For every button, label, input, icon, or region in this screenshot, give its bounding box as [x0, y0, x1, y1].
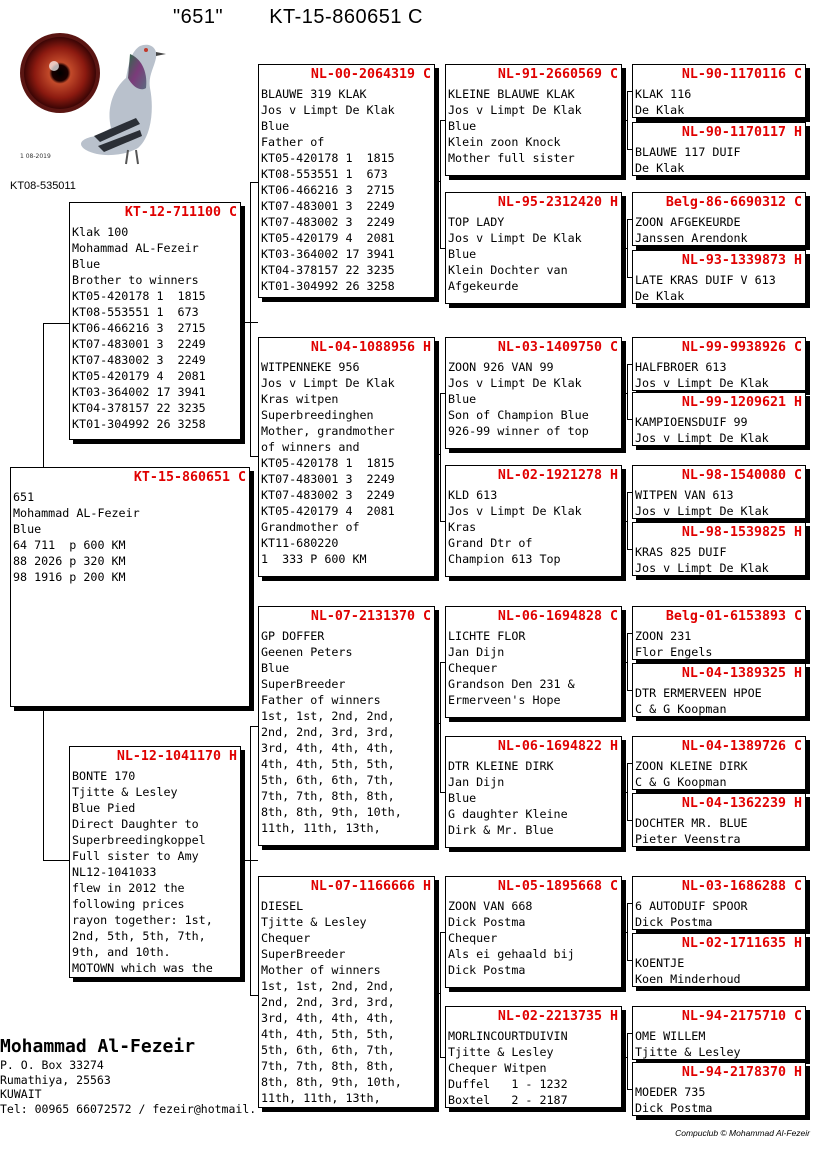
pigeon-name: MOEDER 735 [635, 1085, 706, 1099]
connector-line [440, 393, 441, 521]
pigeon-detail-line: Dirk & Mr. Blue [448, 823, 554, 837]
pigeon-detail-line: Kras witpen [261, 392, 339, 406]
pigeon-detail-line: Mother of winners [261, 963, 381, 977]
pigeon-detail-line: KT06-466216 3 2715 [261, 183, 395, 197]
pigeon-detail-line: 1st, 1st, 2nd, 2nd, [261, 709, 395, 723]
connector-line [440, 662, 441, 792]
pigeon-detail-line: Boxtel 2 - 2187 [448, 1093, 568, 1107]
owner-block [0, 1036, 256, 1116]
pigeon-detail-line: Grand Dtr of [448, 536, 533, 550]
connector-line [43, 323, 44, 468]
connector-line [250, 182, 258, 183]
photo-caption: KT08-535011 [10, 180, 76, 192]
pigeon-name: BLAUWE 319 KLAK [261, 87, 367, 101]
pigeon-detail-line: Mohammad AL-Fezeir [72, 241, 199, 255]
pigeon-detail-line: Tjitte & Lesley [448, 1045, 554, 1059]
grandparent-card[interactable] [258, 876, 435, 1108]
pigeon-detail-line: Duffel 1 - 1232 [448, 1077, 568, 1091]
pigeon-detail-line: KT05-420179 4 2081 [72, 369, 206, 383]
great-great-grandparent-card[interactable] [632, 465, 806, 519]
pigeon-detail-line: Father of winners [261, 693, 381, 707]
pigeon-name: KRAS 825 DUIF [635, 545, 727, 559]
pigeon-detail-line: 98 1916 p 200 KM [13, 570, 126, 584]
ring-number: NL-04-1088956 H [310, 340, 431, 355]
pigeon-detail-line: 1 333 P 600 KM [261, 552, 367, 566]
pigeon-detail-line: 64 711 p 600 KM [13, 538, 126, 552]
pigeon-detail-line: 7th, 7th, 8th, 8th, [261, 1059, 395, 1073]
ring-number: NL-02-1921278 H [497, 468, 618, 483]
ring-number: NL-98-1540080 C [681, 468, 802, 483]
connector-line [43, 323, 70, 324]
pigeon-detail-line: De Klak [635, 103, 685, 117]
pigeon-detail-line: Grandmother of [261, 520, 360, 534]
connector-line [440, 932, 441, 1057]
ring-number: NL-99-1209621 H [681, 395, 802, 410]
pigeon-detail-line: Grandson Den 231 & [448, 677, 575, 691]
pigeon-detail-line: KT03-364002 17 3941 [72, 385, 206, 399]
pigeon-detail-line: Blue [448, 247, 477, 261]
great-grandparent-card[interactable] [445, 465, 622, 577]
connector-line [43, 706, 44, 861]
ring-number: NL-99-9938926 C [681, 340, 802, 355]
pigeon-name: DOCHTER MR. BLUE [635, 816, 748, 830]
pigeon-detail-line: Blue [448, 791, 477, 805]
pigeon-ring: KT-15-860651 C [269, 6, 423, 28]
great-great-grandparent-card[interactable] [632, 1006, 806, 1060]
pigeon-detail-line: 926-99 winner of top [448, 424, 589, 438]
pigeon-detail-line: Jos v Limpt De Klak [448, 504, 582, 518]
pigeon-detail-line: 2nd, 2nd, 3rd, 3rd, [261, 995, 395, 1009]
great-great-grandparent-card[interactable] [632, 876, 806, 930]
pigeon-detail-line: 1st, 1st, 2nd, 2nd, [261, 979, 395, 993]
pigeon-detail-line: 3rd, 4th, 4th, 4th, [261, 1011, 395, 1025]
ring-number: NL-95-2312420 H [497, 195, 618, 210]
great-great-grandparent-card[interactable] [632, 392, 806, 446]
pigeon-detail-line: KT07-483002 3 2249 [261, 488, 395, 502]
pigeon-detail-line: 2nd, 2nd, 3rd, 3rd, [261, 725, 395, 739]
pigeon-detail-line: 5th, 6th, 6th, 7th, [261, 1043, 395, 1057]
ring-number: NL-06-1694822 H [497, 739, 618, 754]
pigeon-detail-line: KT07-483001 3 2249 [72, 337, 206, 351]
ring-number: NL-93-1339873 H [681, 253, 802, 268]
pigeon-detail-line: Jan Dijn [448, 645, 505, 659]
pigeon-detail-line: Father of [261, 135, 325, 149]
pigeon-detail-line: Jos v Limpt De Klak [635, 376, 769, 390]
pigeon-detail-line: KT01-304992 26 3258 [72, 417, 206, 431]
ring-number: Belg-86-6690312 C [665, 195, 802, 210]
pigeon-detail-line: 8th, 8th, 9th, 10th, [261, 805, 402, 819]
connector-line [627, 633, 628, 690]
pigeon-name: DTR KLEINE DIRK [448, 759, 554, 773]
great-great-grandparent-card[interactable] [632, 736, 806, 790]
pigeon-detail-line: KT05-420179 4 2081 [261, 504, 395, 518]
pigeon-detail-line: Chequer Witpen [448, 1061, 547, 1075]
pigeon-detail-line: De Klak [635, 289, 685, 303]
ring-number: NL-90-1170117 H [681, 125, 802, 140]
pigeon-detail-line: Pieter Veenstra [635, 832, 741, 846]
pigeon-detail-line: Champion 613 Top [448, 552, 561, 566]
pigeon-detail-line: 7th, 7th, 8th, 8th, [261, 789, 395, 803]
pigeon-detail-line: Kras [448, 520, 477, 534]
pigeon-detail-line: Afgekeurde [448, 279, 519, 293]
pigeon-detail-line: Mohammad AL-Fezeir [13, 506, 140, 520]
pigeon-detail-line: Jos v Limpt De Klak [635, 504, 769, 518]
connector-line [250, 456, 258, 457]
pigeon-detail-line: KT05-420178 1 1815 [261, 456, 395, 470]
pigeon-name: WITPEN VAN 613 [635, 488, 734, 502]
pigeon-detail-line: Blue [72, 257, 101, 271]
dam-card[interactable] [69, 746, 241, 978]
pigeon-detail-line: KT04-378157 22 3235 [72, 401, 206, 415]
owner-address-line: Rumathiya, 25563 [0, 1072, 111, 1087]
pigeon-name: ZOON KLEINE DIRK [635, 759, 748, 773]
pigeon-detail-line: KT04-378157 22 3235 [261, 263, 395, 277]
footer-credit: Compuclub © Mohammad Al-Fezeir [675, 1128, 810, 1138]
pigeon-detail-line: Blue [261, 119, 290, 133]
owner-address-line: KUWAIT [0, 1087, 42, 1101]
pigeon-name: ZOON AFGEKEURDE [635, 215, 741, 229]
pigeon-detail-line: KT05-420178 1 1815 [261, 151, 395, 165]
great-grandparent-card[interactable] [445, 876, 622, 988]
photo-small-label: 1 08-2019 [20, 153, 51, 160]
ring-number: NL-04-1362239 H [681, 796, 802, 811]
ring-number: NL-03-1409750 C [497, 340, 618, 355]
ring-number: NL-91-2660569 C [497, 67, 618, 82]
pigeon-name: KLD 613 [448, 488, 498, 502]
pigeon-name: TOP LADY [448, 215, 505, 229]
great-great-grandparent-card[interactable] [632, 793, 806, 847]
pigeon-detail-line: Koen Minderhoud [635, 972, 741, 986]
pigeon-detail-line: flew in 2012 the [72, 881, 185, 895]
pigeon-detail-line: of winners and [261, 440, 360, 454]
pigeon-detail-line: Blue [448, 119, 477, 133]
ring-number: NL-07-2131370 C [310, 609, 431, 624]
ring-number: NL-04-1389726 C [681, 739, 802, 754]
ring-number: NL-94-2178370 H [681, 1065, 802, 1080]
grandparent-card[interactable] [258, 606, 435, 846]
ring-number: NL-12-1041170 H [116, 749, 237, 764]
connector-line [250, 726, 251, 996]
pigeon-detail-line: 11th, 11th, 13th, [261, 821, 381, 835]
connector-line [627, 364, 628, 419]
great-great-grandparent-card[interactable] [632, 933, 806, 987]
connector-line [627, 219, 628, 277]
ring-number: NL-94-2175710 C [681, 1009, 802, 1024]
connector-line [627, 903, 628, 960]
pigeon-detail-line: Jos v Limpt De Klak [448, 231, 582, 245]
great-great-grandparent-card[interactable] [632, 337, 806, 391]
pigeon-detail-line: Klein Dochter van [448, 263, 568, 277]
connector-line [43, 860, 70, 861]
pigeon-name: MORLINCOURTDUIVIN [448, 1029, 568, 1043]
connector-line [250, 995, 258, 996]
owner-name: Mohammad Al-Fezeir [0, 1036, 196, 1057]
pigeon-detail-line: Jos v Limpt De Klak [261, 376, 395, 390]
pigeon-name: ZOON 231 [635, 629, 692, 643]
pigeon-name: KLEINE BLAUWE KLAK [448, 87, 575, 101]
pigeon-detail-line: Mother, grandmother [261, 424, 395, 438]
pigeon-detail-line: 4th, 4th, 5th, 5th, [261, 1027, 395, 1041]
pigeon-detail-line: MOTOWN which was the [72, 961, 213, 975]
pigeon-name: WITPENNEKE 956 [261, 360, 360, 374]
pigeon-name: ZOON VAN 668 [448, 899, 533, 913]
pigeon-photo [16, 18, 166, 168]
great-great-grandparent-card[interactable] [632, 192, 806, 246]
pigeon-detail-line: Direct Daughter to [72, 817, 199, 831]
pigeon-name: KOENTJE [635, 956, 685, 970]
pigeon-name: 6 AUTODUIF SPOOR [635, 899, 748, 913]
ring-number: NL-90-1170116 C [681, 67, 802, 82]
pigeon-detail-line: Jos v Limpt De Klak [448, 376, 582, 390]
pigeon-detail-line: Tjitte & Lesley [635, 1045, 741, 1059]
ring-number: NL-07-1166666 H [310, 879, 431, 894]
pigeon-detail-line: Dick Postma [448, 915, 526, 929]
pigeon-detail-line: Chequer [448, 931, 498, 945]
pigeon-detail-line: Full sister to Amy [72, 849, 199, 863]
pigeon-name: 651 [13, 490, 35, 504]
pigeon-detail-line: Dick Postma [448, 963, 526, 977]
great-great-grandparent-card[interactable] [632, 250, 806, 304]
pigeon-name: KLAK 116 [635, 87, 692, 101]
owner-contact-line: Tel: 00965 66072572 / fezeir@hotmail. [0, 1101, 257, 1116]
pigeon-name: DTR ERMERVEEN HPOE [635, 686, 762, 700]
pigeon-detail-line: 8th, 8th, 9th, 10th, [261, 1075, 402, 1089]
pigeon-detail-line: Flor Engels [635, 645, 713, 659]
ring-number: KT-15-860651 C [133, 470, 246, 485]
pigeon-detail-line: KT08-553551 1 673 [261, 167, 388, 181]
pigeon-detail-line: Chequer [261, 931, 311, 945]
grandparent-card[interactable] [258, 337, 435, 577]
connector-line [627, 492, 628, 549]
connector-line [250, 726, 258, 727]
pigeon-detail-line: Klein zoon Knock [448, 135, 561, 149]
pigeon-detail-line: 11th, 11th, 13th, [261, 1091, 381, 1105]
great-grandparent-card[interactable] [445, 606, 622, 718]
pigeon-detail-line: Tjitte & Lesley [261, 915, 367, 929]
pigeon-detail-line: Superbreedingkoppel [72, 833, 206, 847]
ring-number: NL-02-1711635 H [681, 936, 802, 951]
great-great-grandparent-card[interactable] [632, 606, 806, 660]
pigeon-detail-line: De Klak [635, 161, 685, 175]
pigeon-detail-line: Janssen Arendonk [635, 231, 748, 245]
pigeon-detail-line: KT01-304992 26 3258 [261, 279, 395, 293]
pigeon-detail-line: following prices [72, 897, 185, 911]
pigeon-detail-line: 5th, 6th, 6th, 7th, [261, 773, 395, 787]
ring-number: NL-06-1694828 C [497, 609, 618, 624]
ring-number: KT-12-711100 C [124, 205, 237, 220]
pigeon-detail-line: Brother to winners [72, 273, 199, 287]
pigeon-detail-line: Blue [261, 661, 290, 675]
pigeon-detail-line: Jan Dijn [448, 775, 505, 789]
ring-number: NL-04-1389325 H [681, 666, 802, 681]
connector-line [440, 120, 441, 248]
pigeon-detail-line: C & G Koopman [635, 702, 727, 716]
pigeon-detail-line: Jos v Limpt De Klak [635, 561, 769, 575]
great-great-grandparent-card[interactable] [632, 64, 806, 118]
pigeon-detail-line: KT07-483001 3 2249 [261, 199, 395, 213]
pigeon-name: ZOON 926 VAN 99 [448, 360, 554, 374]
pigeon-detail-line: KT07-483002 3 2249 [261, 215, 395, 229]
pigeon-detail-line: Als ei gehaald bij [448, 947, 575, 961]
great-great-grandparent-card[interactable] [632, 1062, 806, 1116]
pigeon-name: "651" [173, 6, 224, 28]
pigeon-detail-line: 88 2026 p 320 KM [13, 554, 126, 568]
great-grandparent-card[interactable] [445, 736, 622, 848]
pigeon-detail-line: Dick Postma [635, 915, 713, 929]
ring-number: NL-05-1895668 C [497, 879, 618, 894]
pigeon-detail-line: G daughter Kleine [448, 807, 568, 821]
great-grandparent-card[interactable] [445, 192, 622, 304]
great-great-grandparent-card[interactable] [632, 663, 806, 717]
pigeon-detail-line: 3rd, 4th, 4th, 4th, [261, 741, 395, 755]
pigeon-detail-line: Blue Pied [72, 801, 136, 815]
pigeon-detail-line: C & G Koopman [635, 775, 727, 789]
connector-line [627, 763, 628, 820]
pigeon-name: GP DOFFER [261, 629, 325, 643]
pigeon-detail-line: Tjitte & Lesley [72, 785, 178, 799]
pigeon-detail-line: SuperBreeder [261, 677, 346, 691]
ring-number: NL-98-1539825 H [681, 525, 802, 540]
pigeon-detail-line: Jos v Limpt De Klak [635, 431, 769, 445]
pigeon-detail-line: 9th, and 10th. [72, 945, 171, 959]
great-grandparent-card[interactable] [445, 1006, 622, 1108]
pigeon-name: BONTE 170 [72, 769, 136, 783]
connector-line [250, 182, 251, 457]
owner-address-line: P. O. Box 33274 [0, 1058, 104, 1072]
great-great-grandparent-card[interactable] [632, 122, 806, 176]
great-great-grandparent-card[interactable] [632, 522, 806, 576]
pigeon-detail-line: rayon together: 1st, [72, 913, 213, 927]
pigeon-detail-line: Chequer [448, 661, 498, 675]
pigeon-detail-line: KT05-420179 4 2081 [261, 231, 395, 245]
pigeon-detail-line: Dick Postma [635, 1101, 713, 1115]
pigeon-detail-line: NL12-1041033 [72, 865, 157, 879]
pigeon-detail-line: Blue [448, 392, 477, 406]
connector-line [627, 1033, 628, 1089]
pigeon-detail-line: SuperBreeder [261, 947, 346, 961]
pigeon-name: HALFBROER 613 [635, 360, 727, 374]
ring-number: Belg-01-6153893 C [665, 609, 802, 624]
ring-number: NL-02-2213735 H [497, 1009, 618, 1024]
pigeon-detail-line: Ermerveen's Hope [448, 693, 561, 707]
pigeon-detail-line: KT06-466216 3 2715 [72, 321, 206, 335]
pigeon-detail-line: KT07-483001 3 2249 [261, 472, 395, 486]
pigeon-detail-line: 2nd, 5th, 5th, 7th, [72, 929, 206, 943]
pigeon-name: OME WILLEM [635, 1029, 706, 1043]
pigeon-detail-line: Superbreedinghen [261, 408, 374, 422]
pigeon-name: BLAUWE 117 DUIF [635, 145, 741, 159]
pigeon-detail-line: Blue [13, 522, 42, 536]
pigeon-name: LATE KRAS DUIF V 613 [635, 273, 776, 287]
pigeon-detail-line: Son of Champion Blue [448, 408, 589, 422]
pigeon-detail-line: 4th, 4th, 5th, 5th, [261, 757, 395, 771]
ring-number: NL-03-1686288 C [681, 879, 802, 894]
pigeon-name: Klak 100 [72, 225, 129, 239]
pigeon-detail-line: KT11-680220 [261, 536, 339, 550]
pigeon-detail-line: Mother full sister [448, 151, 575, 165]
ring-number: NL-00-2064319 C [310, 67, 431, 82]
pigeon-detail-line: Jos v Limpt De Klak [448, 103, 582, 117]
sire-card[interactable] [69, 202, 241, 440]
pigeon-name: LICHTE FLOR [448, 629, 526, 643]
pigeon-detail-line: KT07-483002 3 2249 [72, 353, 206, 367]
grandparent-card[interactable] [258, 64, 435, 298]
subject-card[interactable] [10, 467, 250, 707]
connector-line [627, 91, 628, 149]
great-grandparent-card[interactable] [445, 337, 622, 449]
pigeon-detail-line: KT03-364002 17 3941 [261, 247, 395, 261]
pigeon-detail-line: Geenen Peters [261, 645, 353, 659]
pigeon-detail-line: KT05-420178 1 1815 [72, 289, 206, 303]
pigeon-detail-line: KT08-553551 1 673 [72, 305, 199, 319]
pigeon-detail-line: Jos v Limpt De Klak [261, 103, 395, 117]
great-grandparent-card[interactable] [445, 64, 622, 176]
pigeon-name: KAMPIOENSDUIF 99 [635, 415, 748, 429]
pigeon-name: DIESEL [261, 899, 304, 913]
